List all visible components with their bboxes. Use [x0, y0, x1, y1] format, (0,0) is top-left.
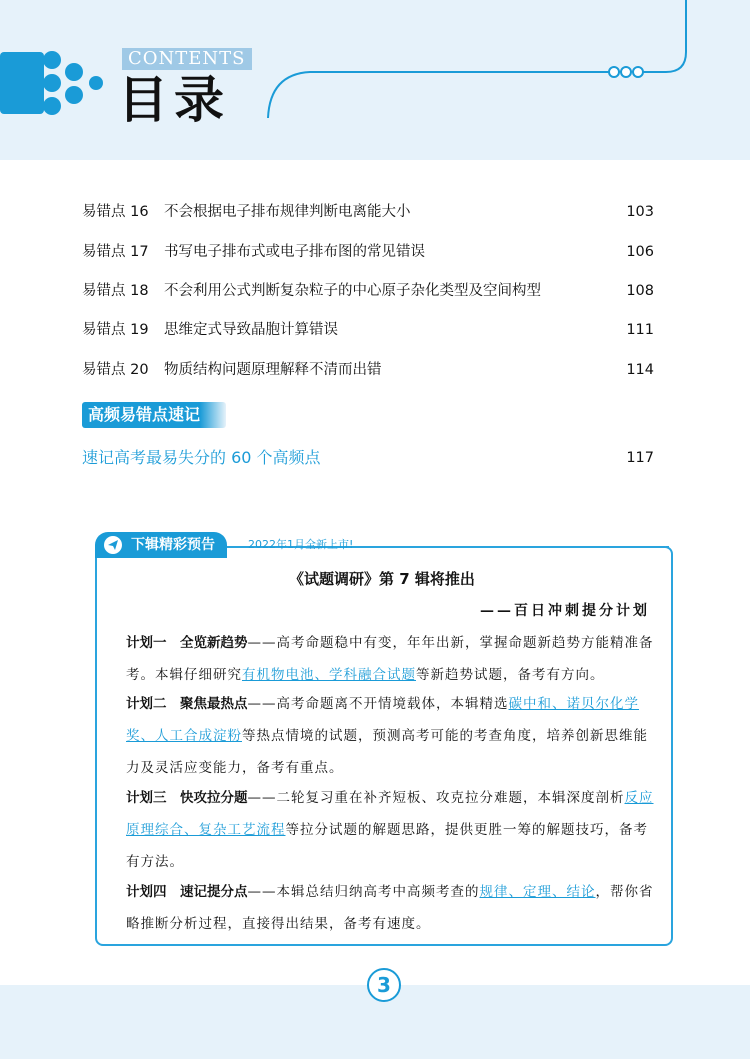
- preview-subtitle: ——百日冲刺提分计划: [480, 603, 650, 619]
- section-heading: 高频易错点速记: [82, 402, 226, 428]
- toc-item-title: 不会利用公式判断复杂粒子的中心原子杂化类型及空间构型: [164, 283, 541, 299]
- plan-text: ——本辑总结归纳高考中高频考查的: [247, 884, 480, 900]
- toc-item-label: 易错点 17: [82, 244, 149, 260]
- preview-date: 2022年1月全新上市!: [248, 538, 354, 551]
- toc-item-title: 书写电子排布式或电子排布图的常见错误: [164, 244, 425, 260]
- toc-item[interactable]: [82, 240, 654, 264]
- plan-text: ，帮你省略推断分析过程，直接得出结果，备考有速度。: [126, 884, 654, 932]
- section-entry[interactable]: [82, 445, 654, 471]
- plan-text: ——二轮复习重在补齐短板、攻克拉分难题，本辑深度剖析: [247, 790, 625, 806]
- header-banner: [0, 0, 750, 160]
- toc-item-page: 103: [626, 204, 654, 220]
- plan-paragraph: [126, 876, 658, 940]
- plan-highlight: 反应原理综合、复杂工艺流程: [126, 790, 654, 838]
- plan-text: ——高考命题离不开情境载体，本辑精选: [247, 696, 509, 712]
- section-entry-title: 速记高考最易失分的 60 个高频点: [82, 448, 321, 467]
- toc-item[interactable]: [82, 279, 654, 303]
- header-decoration: [0, 0, 750, 160]
- preview-tab: 下辑精彩预告: [95, 532, 227, 558]
- toc-item[interactable]: [82, 318, 654, 342]
- plan-paragraph: [126, 627, 658, 691]
- toc-item[interactable]: [82, 200, 654, 224]
- plan-highlight: 碳中和、诺贝尔化学奖、人工合成淀粉: [126, 696, 639, 744]
- toc-item-page: 111: [626, 322, 654, 338]
- contents-word: CONTENTS: [122, 48, 252, 70]
- toc-item-title: 不会根据电子排布规律判断电离能大小: [164, 204, 411, 220]
- toc-item-label: 易错点 16: [82, 204, 149, 220]
- plan-paragraph: [126, 782, 658, 878]
- toc-item-title: 思维定式导致晶胞计算错误: [164, 322, 338, 338]
- plan-highlight: 有机物电池、学科融合试题: [242, 667, 416, 683]
- plan-paragraph: [126, 688, 658, 784]
- plan-lead: 计划一 全览新趋势: [126, 635, 248, 651]
- toc-item-page: 106: [626, 244, 654, 260]
- toc-item[interactable]: [82, 358, 654, 382]
- plan-lead: 计划三 快攻拉分题: [126, 790, 248, 806]
- toc-item-title: 物质结构问题原理解释不清而出错: [164, 362, 382, 378]
- plan-lead: 计划四 速记提分点: [126, 884, 248, 900]
- paper-plane-icon: [104, 536, 122, 554]
- page-number: 3: [367, 968, 401, 1002]
- plan-highlight: 规律、定理、结论: [479, 884, 596, 900]
- toc-item-page: 114: [626, 362, 654, 378]
- toc-item-label: 易错点 19: [82, 322, 149, 338]
- toc-item-label: 易错点 18: [82, 283, 149, 299]
- plan-lead: 计划二 聚焦最热点: [126, 696, 248, 712]
- page-title: 目录: [118, 71, 230, 129]
- plan-text: ——高考命题稳中有变，年年出新，掌握命题新趋势方能精准备考。本辑仔细研究: [126, 635, 654, 683]
- toc-item-page: 108: [626, 283, 654, 299]
- toc-item-label: 易错点 20: [82, 362, 149, 378]
- plan-text: 等热点情境的试题，预测高考可能的考查角度，培养创新思维能力及灵活应变能力，备考有重点。: [126, 728, 648, 776]
- preview-title: 《试题调研》第 7 辑将推出: [289, 570, 475, 588]
- plan-text: 等拉分试题的解题思路，提供更胜一筹的解题技巧，备考有方法。: [126, 822, 648, 870]
- plan-text: 等新趋势试题，备考有方向。: [416, 667, 605, 683]
- section-entry-page: 117: [626, 450, 654, 466]
